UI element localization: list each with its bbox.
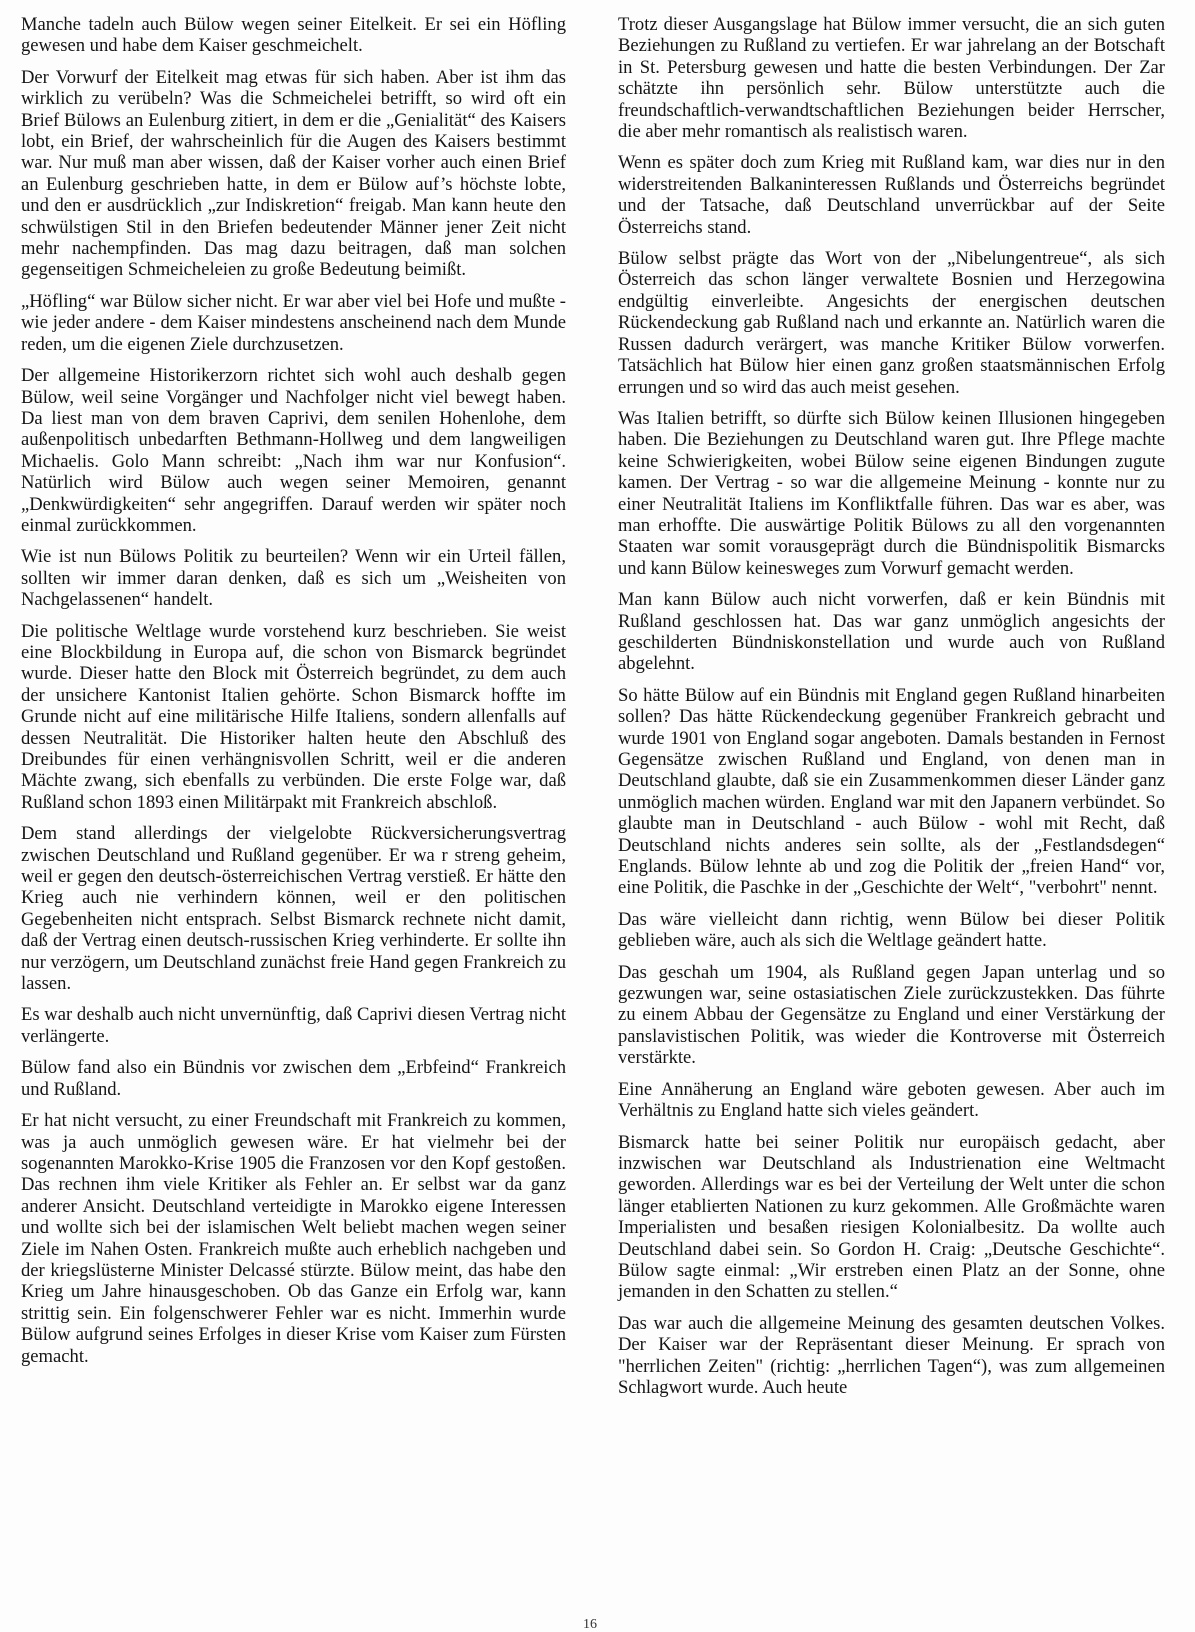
page-number: 16 bbox=[583, 1618, 597, 1630]
paragraph: So hätte Bülow auf ein Bündnis mit England gegen Rußland hinarbeiten sollen? Das hätte Rückendeckung gegenüber Frankreich gebracht und wurde 1901 von England sogar angeboten. Damals bestanden in Fernost Gegensätze zwischen Rußland und England, von denen man in Deutschland glaubte, daß sie ein Zusammenkommen dieser Länder ganz unmöglich machen würden. England war mit den Japanern verbündet. So glaubte man in Deutschland - auch Bülow - wohl mit Recht, daß Deutschland nichts anderes sein sollte, als der „Festlandsdegen“ Englands. Bülow lehnte ab und zog die Politik der „freien Hand“ vor, eine Politik, die Paschke in der „Geschichte der Welt“, "verbohrt" nennt. bbox=[618, 684, 1165, 899]
paragraph: Das geschah um 1904, als Rußland gegen Japan unterlag und so gezwungen war, seine ostasiatischen Ziele zurückzustekken. Das führte zu einem Abbau der Gegensätze zu England und einer Verstärkung der panslavistischen Politik, was wieder die Kontroverse mit Österreich verstärkte. bbox=[618, 961, 1165, 1069]
paragraph: Trotz dieser Ausgangslage hat Bülow immer versucht, die an sich guten Beziehungen zu Rußland zu vertiefen. Er war jahrelang an der Botschaft in St. Petersburg gewesen und hatte die besten Verbindungen. Der Zar schätzte ihn persönlich sehr. Bülow unterstützte auch die freundschaftlich-verwandtschaftlichen Beziehungen beider Herrscher, die aber mehr romantisch als realistisch waren. bbox=[618, 14, 1165, 143]
right-text-column bbox=[618, 14, 1165, 1408]
paragraph: Wenn es später doch zum Krieg mit Rußland kam, war dies nur in den widerstreitenden Balkaninteressen Rußlands und Österreichs begründet und der Tatsache, daß Deutschland unverrückbar auf der Seite Österreichs stand. bbox=[618, 152, 1165, 238]
paragraph: Manche tadeln auch Bülow wegen seiner Eitelkeit. Er sei ein Höfling gewesen und habe dem Kaiser geschmeichelt. bbox=[21, 14, 566, 57]
paragraph: Dem stand allerdings der vielgelobte Rückversicherungsvertrag zwischen Deutschland und Rußland gegenüber. Er wa r streng geheim, weil er gegen den deutsch-österreichischen Vertrag verstieß. Er hätte den Krieg auch nie verhindern können, weil er den politischen Gegebenheiten nicht entsprach. Selbst Bismarck rechnete nicht damit, daß der Vertrag einen deutsch-russischen Krieg verhinderte. Er sollte ihn nur verzögern, um Deutschland zunächst freie Hand gegen Frankreich zu lassen. bbox=[21, 823, 566, 995]
paragraph: Es war deshalb auch nicht unvernünftig, daß Caprivi diesen Vertrag nicht verlängerte. bbox=[21, 1004, 566, 1047]
paragraph: Man kann Bülow auch nicht vorwerfen, daß er kein Bündnis mit Rußland geschlossen hat. Das war ganz unmöglich angesichts der geschilderten Bündniskonstellation und wurde auch von Rußland abgelehnt. bbox=[618, 589, 1165, 675]
paragraph: Das war auch die allgemeine Meinung des gesamten deutschen Volkes. Der Kaiser war der Repräsentant dieser Meinung. Er sprach von "herrlichen Zeiten" (richtig: „herrlichen Tagen“), was zum allgemeinen Schlagwort wurde. Auch heute bbox=[618, 1312, 1165, 1398]
paragraph: Bülow selbst prägte das Wort von der „Nibelungentreue“, als sich Österreich das schon länger verwaltete Bosnien und Herzegowina endgültig einverleibte. Angesichts der energischen deutschen Rückendeckung gab Rußland nach und erkannte an. Natürlich waren die Russen dadurch verärgert, was manche Kritiker Bülow vorwerfen. Tatsächlich hat Bülow hier einen ganz großen staatsmännischen Erfolg errungen und so wird das auch meist gesehen. bbox=[618, 248, 1165, 398]
paragraph: „Höfling“ war Bülow sicher nicht. Er war aber viel bei Hofe und mußte - wie jeder andere - dem Kaiser mindestens anscheinend nach dem Munde reden, um die eigenen Ziele durchzusetzen. bbox=[21, 290, 566, 355]
paragraph: Die politische Weltlage wurde vorstehend kurz beschrieben. Sie weist eine Blockbildung in Europa auf, die schon von Bismarck begründet wurde. Dieser hatte den Block mit Österreich begründet, zu dem auch der unsichere Kantonist Italien gehörte. Schon Bismarck hoffte im Grunde nicht auf eine militärische Hilfe Italiens, sondern allenfalls auf dessen Neutralität. Die Historiker halten heute den Abschluß des Dreibundes für einen verhängnisvollen Schritt, weil er die anderen Mächte zwang, sich ebenfalls zu verbünden. Die erste Folge war, daß Rußland schon 1893 einen Militärpakt mit Frankreich abschloß. bbox=[21, 620, 566, 813]
paragraph: Er hat nicht versucht, zu einer Freundschaft mit Frankreich zu kommen, was ja auch unmöglich gewesen wäre. Er hat vielmehr bei der sogenannten Marokko-Krise 1905 die Franzosen vor den Kopf gestoßen. Das rechnen ihm viele Kritiker als Fehler an. Er selbst war da ganz anderer Ansicht. Deutschland verteidigte in Marokko eigene Interessen und wollte sich bei der islamischen Welt beliebt machen wegen seiner Ziele im Nahen Osten. Frankreich mußte auch erheblich nachgeben und der kriegslüsterne Minister Delcassé stürzte. Bülow meint, das habe den Krieg um Jahre hinausgeschoben. Ob das Ganze ein Erfolg war, kann strittig sein. Ein folgenschwerer Fehler war es nicht. Immerhin wurde Bülow aufgrund seines Erfolges in dieser Krise vom Kaiser zum Fürsten gemacht. bbox=[21, 1110, 566, 1367]
paragraph: Der Vorwurf der Eitelkeit mag etwas für sich haben. Aber ist ihm das wirklich zu verübeln? Was die Schmeichelei betrifft, so wird oft ein Brief Bülows an Eulenburg zitiert, in dem er die „Genialität“ des Kaisers lobt, ein Brief, der wahrscheinlich für die Augen des Kaisers bestimmt war. Nur muß man aber wissen, daß der Kaiser vorher auch einen Brief an Eulenburg geschrieben hatte, in dem er Bülow auf’s höchste lobte, und den er ausdrücklich „zur Indiskretion“ freigab. Man kann heute den schwülstigen Stil in den Briefen bedeutender Männer jener Zeit nicht mehr nachempfinden. Das mag dazu beitragen, daß man solchen gegenseitigen Schmeicheleien zu große Bedeutung beimißt. bbox=[21, 66, 566, 281]
paragraph: Bülow fand also ein Bündnis vor zwischen dem „Erbfeind“ Frankreich und Rußland. bbox=[21, 1057, 566, 1100]
left-text-column bbox=[21, 14, 566, 1377]
paragraph: Bismarck hatte bei seiner Politik nur europäisch gedacht, aber inzwischen war Deutschland als Industrienation eine Weltmacht geworden. Allerdings war es bei der Verteilung der Welt unter die schon länger etablierten Nationen zu kurz gekommen. Alle Großmächte waren Imperialisten und besaßen riesigen Kolonialbesitz. Da wollte auch Deutschland dabei sein. So Gordon H. Craig: „Deutsche Geschichte“. Bülow sagte einmal: „Wir erstreben einen Platz an der Sonne, ohne jemanden in den Schatten zu stellen.“ bbox=[618, 1131, 1165, 1303]
paragraph: Der allgemeine Historikerzorn richtet sich wohl auch deshalb gegen Bülow, weil seine Vorgänger und Nachfolger nicht viel bewegt haben. Da liest man von dem braven Caprivi, dem senilen Hohenlohe, dem außenpolitisch unbedarften Bethmann-Hollweg und dem langweiligen Michaelis. Golo Mann schreibt: „Nach ihm war nur Konfusion“. Natürlich wird Bülow auch wegen seiner Memoiren, genannt „Denkwürdigkeiten“ sehr angegriffen. Darauf werden wir später noch einmal zurückkommen. bbox=[21, 365, 566, 536]
paragraph: Wie ist nun Bülows Politik zu beurteilen? Wenn wir ein Urteil fällen, sollten wir immer daran denken, daß es sich um „Weisheiten von Nachgelassenen“ handelt. bbox=[21, 546, 566, 611]
paragraph: Eine Annäherung an England wäre geboten gewesen. Aber auch im Verhältnis zu England hatte sich vieles geändert. bbox=[618, 1078, 1165, 1122]
paragraph: Was Italien betrifft, so dürfte sich Bülow keinen Illusionen hingegeben haben. Die Beziehungen zu Deutschland waren gut. Ihre Pflege machte keine Schwierigkeiten, wobei Bülow seine eigenen Bindungen zugute kamen. Der Vertrag - so war die allgemeine Meinung - konnte nur zu einer Neutralität Italiens im Konfliktfalle führen. Das war es aber, was man erhoffte. Die auswärtige Politik Bülows zu all den vorgenannten Staaten war somit vorausgeprägt durch die Bündnispolitik Bismarcks und kann Bülow keinesweges zum Vorwurf gemacht werden. bbox=[618, 407, 1165, 579]
paragraph: Das wäre vielleicht dann richtig, wenn Bülow bei dieser Politik geblieben wäre, auch als sich die Weltlage geändert hatte. bbox=[618, 908, 1165, 952]
